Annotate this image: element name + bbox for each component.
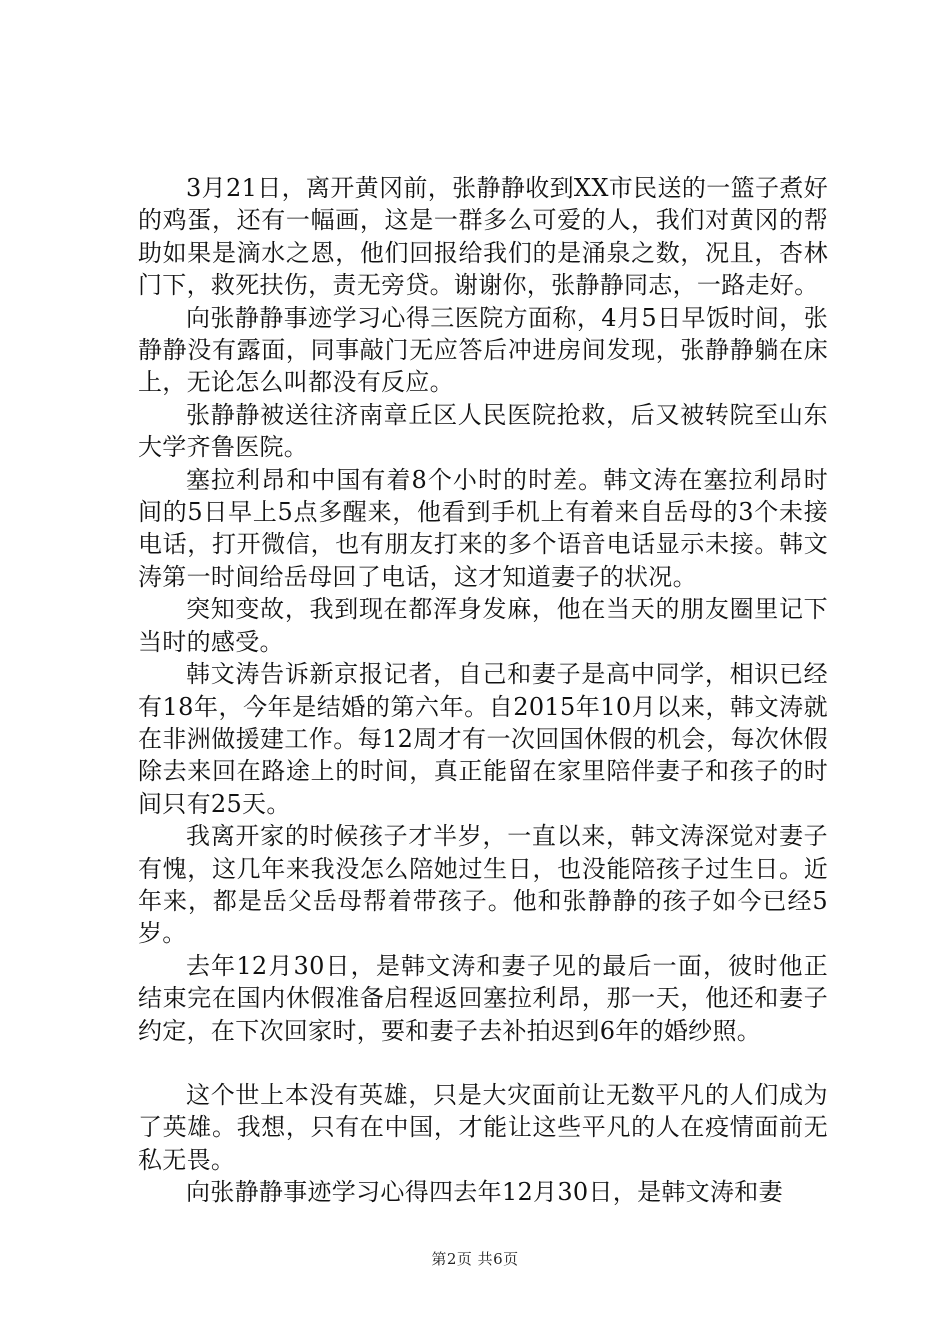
paragraph-5: 突知变故，我到现在都浑身发麻，他在当天的朋友圈里记下当时的感受。 — [138, 595, 828, 656]
page-number-footer: 第2页 共6页 — [431, 1250, 519, 1268]
paragraph-4: 塞拉利昂和中国有着8个小时的时差。韩文涛在塞拉利昂时间的5日早上5点多醒来，他看到手机上有着来自岳母的3个未接电话，打开微信，也有朋友打来的多个语音电话显示未接。韩文涛第一时间给岳母回了电话，这才知道妻子的状况。 — [138, 465, 828, 591]
paragraph-9: 这个世上本没有英雄，只是大灾面前让无数平凡的人们成为了英雄。我想，只有在中国，才能让这些平凡的人在疫情面前无私无畏。 — [138, 1080, 828, 1174]
paragraph-2: 向张静静事迹学习心得三医院方面称，4月5日早饭时间，张静静没有露面，同事敲门无应答后冲进房间发现，张静静躺在床上，无论怎么叫都没有反应。 — [138, 303, 828, 397]
document-body — [138, 172, 828, 1209]
paragraph-10: 向张静静事迹学习心得四去年12月30日，是韩文涛和妻 — [186, 1178, 783, 1207]
paragraph-8: 去年12月30日，是韩文涛和妻子见的最后一面，彼时他正结束完在国内休假准备启程返回塞拉利昂，那一天，他还和妻子约定，在下次回家时，要和妻子去补拍迟到6年的婚纱照。 — [138, 951, 828, 1045]
paragraph-6: 韩文涛告诉新京报记者，自己和妻子是高中同学，相识已经有18年，今年是结婚的第六年。自2015年10月以来，韩文涛就在非洲做援建工作。每12周才有一次回国休假的机会，每次休假除去来回在路途上的时间，真正能留在家里陪伴妻子和孩子的时间只有25天。 — [138, 660, 828, 818]
blank-line — [138, 1047, 828, 1079]
paragraph-1: 3月21日，离开黄冈前，张静静收到XX市民送的一篮子煮好的鸡蛋，还有一幅画，这是一群多么可爱的人，我们对黄冈的帮助如果是滴水之恩，他们回报给我们的是涌泉之数，况且，杏林门下，救死扶伤，责无旁贷。谢谢你，张静静同志，一路走好。 — [138, 174, 828, 300]
paragraph-7: 我离开家的时候孩子才半岁，一直以来，韩文涛深觉对妻子有愧，这几年来我没怎么陪她过生日，也没能陪孩子过生日。近年来，都是岳父岳母帮着带孩子。他和张静静的孩子如今已经5岁。 — [138, 822, 828, 948]
paragraph-3: 张静静被送往济南章丘区人民医院抢救，后又被转院至山东大学齐鲁医院。 — [138, 400, 828, 462]
